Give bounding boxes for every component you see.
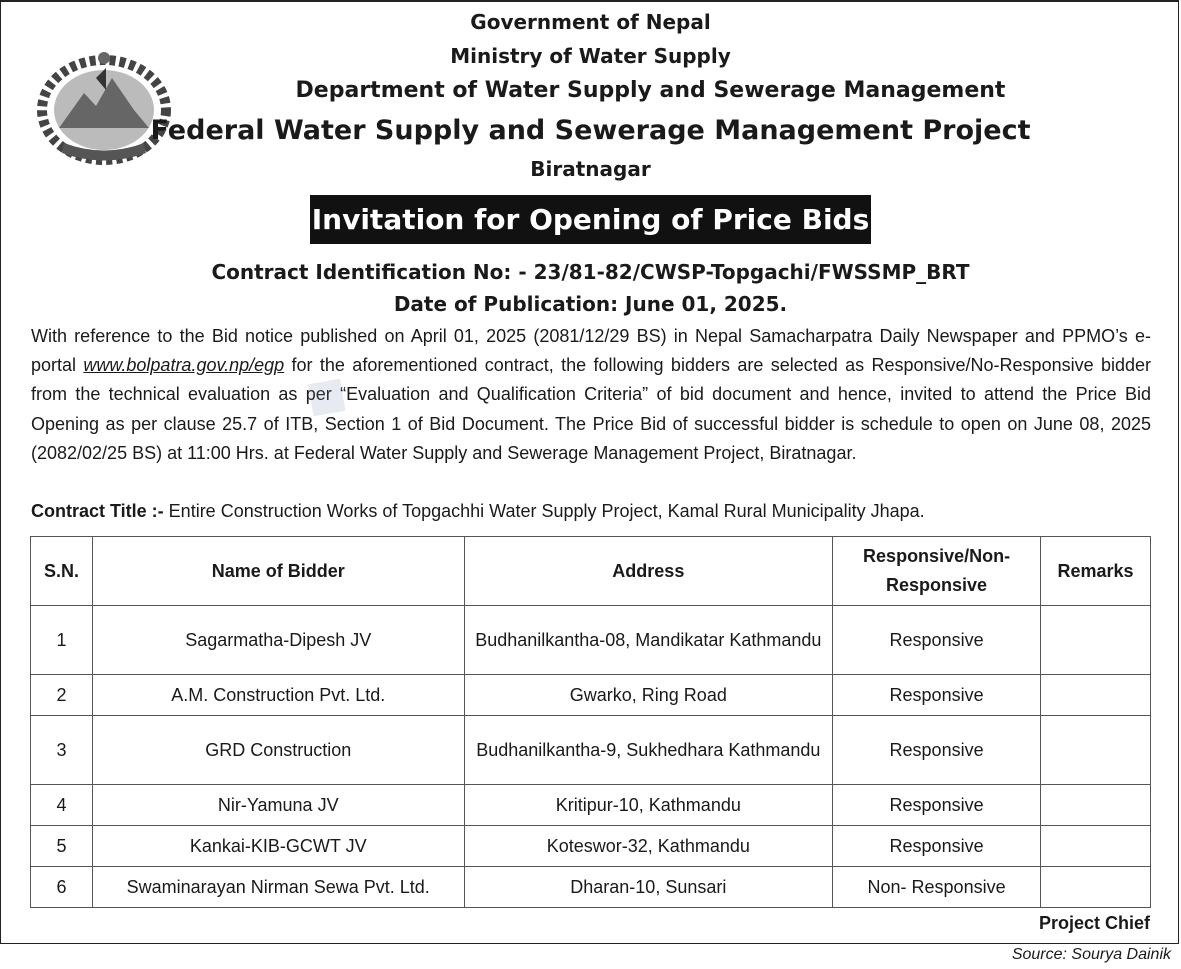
cell-remarks bbox=[1041, 675, 1151, 716]
cell-sn: 1 bbox=[31, 606, 93, 675]
table-row bbox=[31, 606, 1151, 675]
cell-address: Budhanilkantha-08, Mandikatar Kathmandu bbox=[464, 606, 833, 675]
watermark-logo: ◆ bbox=[281, 356, 365, 434]
cell-sn: 2 bbox=[31, 675, 93, 716]
header-status: Responsive/Non-Responsive bbox=[833, 537, 1041, 606]
cell-status: Non- Responsive bbox=[833, 867, 1041, 908]
header-address: Address bbox=[464, 537, 833, 606]
cell-address: Gwarko, Ring Road bbox=[464, 675, 833, 716]
cell-remarks bbox=[1041, 716, 1151, 785]
table-row bbox=[31, 716, 1151, 785]
cell-sn: 6 bbox=[31, 867, 93, 908]
cell-address: Dharan-10, Sunsari bbox=[464, 867, 833, 908]
cell-sn: 4 bbox=[31, 785, 93, 826]
paragraph-part-1: With reference to the Bid notice published on April 01, 2025 (2081/12/29 BS) in Nepal Samacharpatra Daily Newspaper and PPMO’s e-portal bbox=[31, 326, 1151, 376]
department-title: Department of Water Supply and Sewerage Management bbox=[295, 78, 1006, 103]
bolpatra-link[interactable]: www.bolpatra.gov.np/egp bbox=[83, 355, 285, 376]
header-name: Name of Bidder bbox=[92, 537, 464, 606]
cell-address: Budhanilkantha-9, Sukhedhara Kathmandu bbox=[464, 716, 833, 785]
project-title: Federal Water Supply and Sewerage Management Project bbox=[150, 115, 1031, 146]
signature-label: Project Chief bbox=[1038, 913, 1150, 933]
contract-title bbox=[31, 497, 925, 526]
paragraph-part-2: for the aforementioned contract, the following bidders are selected as Responsive/No-Responsive bidder from the technical evaluation as per “Evaluation and Qualification Criteria” of bid document and hence, invited to attend the Price Bid Opening as per clause 25.7 of ITB, Section 1 of Bid Document. The Price Bid of successful bidder is schedule to open on June 08, 2025 (2082/02/25 BS) at 11:00 Hrs. at Federal Water Supply and Sewerage Management Project, Biratnagar. bbox=[31, 355, 1151, 463]
contract-title-value: Entire Construction Works of Topgachhi Water Supply Project, Kamal Rural Municipality Jhapa. bbox=[163, 501, 925, 521]
cell-sn: 5 bbox=[31, 826, 93, 867]
cell-name: GRD Construction bbox=[92, 716, 464, 785]
cell-name: Swaminarayan Nirman Sewa Pvt. Ltd. bbox=[92, 867, 464, 908]
publication-date: Date of Publication: June 01, 2025. bbox=[393, 292, 788, 316]
notice-banner: Invitation for Opening of Price Bids bbox=[310, 195, 871, 244]
bidders-table bbox=[30, 536, 1151, 908]
contract-title-label: Contract Title :- bbox=[31, 501, 164, 521]
cell-remarks bbox=[1041, 867, 1151, 908]
table-header-row bbox=[31, 537, 1151, 606]
cell-name: Sagarmatha-Dipesh JV bbox=[92, 606, 464, 675]
table-row bbox=[31, 785, 1151, 826]
source-credit: Source: Sourya Dainik bbox=[1011, 946, 1171, 963]
header-remarks: Remarks bbox=[1041, 537, 1151, 606]
table-row bbox=[31, 675, 1151, 716]
ministry-title: Ministry of Water Supply bbox=[450, 44, 731, 68]
cell-address: Kritipur-10, Kathmandu bbox=[464, 785, 833, 826]
gov-title: Government of Nepal bbox=[470, 10, 711, 34]
cell-status: Responsive bbox=[833, 675, 1041, 716]
location-title: Biratnagar bbox=[530, 157, 651, 181]
cell-name: Kankai-KIB-GCWT JV bbox=[92, 826, 464, 867]
cell-remarks bbox=[1041, 606, 1151, 675]
cell-status: Responsive bbox=[833, 826, 1041, 867]
cell-name: Nir-Yamuna JV bbox=[92, 785, 464, 826]
cell-sn: 3 bbox=[31, 716, 93, 785]
cell-status: Responsive bbox=[833, 716, 1041, 785]
cell-status: Responsive bbox=[833, 785, 1041, 826]
table-row bbox=[31, 826, 1151, 867]
header-sn: S.N. bbox=[31, 537, 93, 606]
cell-remarks bbox=[1041, 785, 1151, 826]
contract-id: Contract Identification No: - 23/81-82/CWSP-Topgachi/FWSSMP_BRT bbox=[211, 260, 970, 284]
cell-address: Koteswor-32, Kathmandu bbox=[464, 826, 833, 867]
notice-paragraph bbox=[31, 322, 1151, 468]
cell-status: Responsive bbox=[833, 606, 1041, 675]
table-row bbox=[31, 867, 1151, 908]
cell-name: A.M. Construction Pvt. Ltd. bbox=[92, 675, 464, 716]
cell-remarks bbox=[1041, 826, 1151, 867]
